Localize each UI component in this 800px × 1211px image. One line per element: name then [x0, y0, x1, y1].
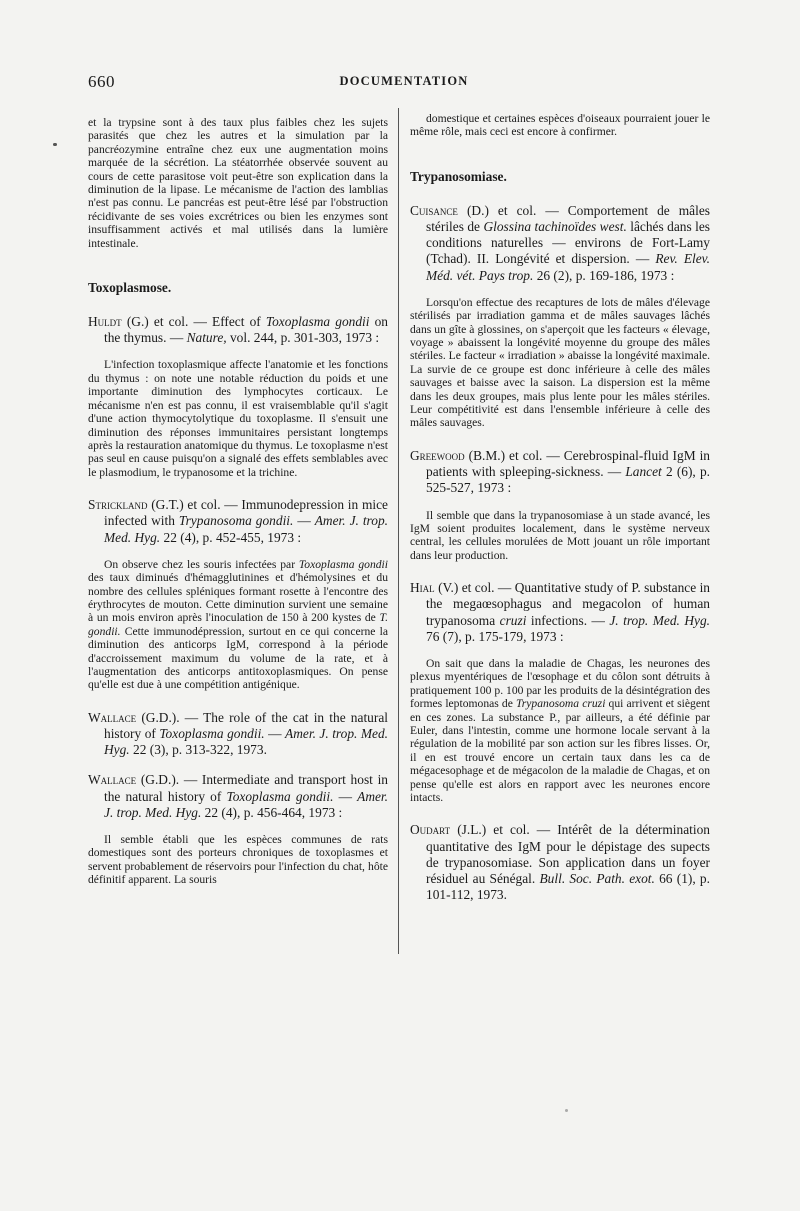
reference-author: Wallace [88, 772, 137, 788]
reference-journal: Rev. Elev. Méd. vét. Pays trop. [426, 251, 710, 283]
reference-title-cont: infections. — [526, 612, 610, 628]
reference-initials: (J.L.) [457, 822, 487, 838]
reference-volume: 76 (7), p. 175-179, 1973 : [426, 628, 564, 644]
reference-citation [88, 314, 388, 346]
summary-text: On observe chez les souris infectées par [104, 557, 299, 571]
reference-volume: 66 (1), p. 101-112, 1973. [426, 871, 710, 903]
reference-initials: (B.M.) [468, 447, 506, 463]
section-heading-trypanosomiase: Trypanosomiase. [410, 168, 507, 184]
section-heading-toxoplasmose: Toxoplasmose. [88, 280, 172, 296]
page-number: 660 [88, 72, 115, 91]
reference-journal: Amer. J. trop. Med. Hyg. [104, 513, 389, 545]
reference-initials: (G.D.). [140, 772, 180, 788]
reference-title-cont: lâchés dans les conditions naturelles — environs de Fort-Lamy (Tchad). II. Longévité et dispersion. — [426, 219, 710, 267]
reference-initials: (D.) [466, 202, 489, 218]
reference-journal: Amer. J. trop. Med. Hyg. [104, 788, 389, 820]
reference-title: et col. — Immunodepression in mice infected with [104, 497, 388, 529]
reference-initials: (V.) [438, 580, 459, 596]
summary-text: On sait que dans la maladie de Chagas, les neurones des plexus myentériques de l'œsophage et du côlon sont détruits à pratiquement 100 p. 100 par les produits de la désintégration des formes leptomonas de [410, 656, 710, 711]
reference-species: Toxoplasma gondii. [226, 788, 334, 804]
reference-author: Huldt [88, 314, 122, 330]
reference-title-cont: — [293, 513, 315, 529]
reference-journal: J. trop. Med. Hyg. [609, 612, 710, 628]
reference-title: et col. — Effect of [148, 314, 266, 330]
reference-title: et col. — Comportement de mâles stériles de [426, 202, 710, 235]
continued-paragraph: domestique et certaines espèces d'oiseaux pourraient jouer le même rôle, mais ceci est encore à confirmer. [410, 112, 710, 139]
reference-citation [410, 580, 710, 645]
reference-species: Toxoplasma gondii [265, 314, 370, 330]
page-speck [565, 1109, 568, 1112]
reference-author: Strickland [88, 497, 148, 513]
reference-citation [410, 448, 710, 497]
reference-summary: Lorsqu'on effectue des recaptures de lots de mâles d'élevage stérilisés par irradiation gamma et de mâles sauvages lâchés dans un gîte à glossines, on s'aperçoit que les facteurs « élevage, voyage » abaissent la longévité moyenne du groupe des mâles stériles. Le facteur « irradiation » abaisse la longévité maximale. La survie de ce groupe est donc inférieure à celle des mâles sauvages et baisse avec la saison. La dispersion est la même dans les deux groupes, mais plus lente pour les mâles stériles. Leur compétitivité est dans l'ensemble inférieure à celle des mâles sauvages. [410, 295, 710, 430]
continued-paragraph: et la trypsine sont à des taux plus faibles chez les sujets parasités que chez les autres et la simulation par la pancréozymine entraîne chez eux une augmentation moins marquée de la sécrétion. La stéatorrhée observée souvent au cours de cette parasitose voit peut-être son explication dans la diminution de la lipase. Le mécanisme de l'action des lamblias n'est pas connu. Le pancréas est peut-être lésé par l'obstruction récidivante de ses voies excrétrices ou bien les enzymes sont insuffisamment activés et mal utilisés dans la lumière intestinale. [88, 116, 388, 250]
reference-journal: Lancet [625, 464, 662, 480]
reference-volume: 26 (2), p. 169-186, 1973 : [533, 267, 675, 283]
reference-species: Glossina tachinoïdes west. [483, 219, 627, 235]
reference-species: Trypanosoma gondii. [178, 513, 294, 529]
reference-summary: Il semble que dans la trypanosomiase à un stade avancé, les IgM soient produites localement, dans le système nerveux central, les cellules morulées de Mott jouant un rôle important dans leur production. [410, 508, 710, 562]
column-divider [398, 108, 399, 954]
page-header [88, 72, 720, 96]
reference-title: et col. — Intérêt de la détermination quantitative des IgM pour le dépistage des supects de trypanosomiase. Son application dans un foyer résiduel au Sénégal. [426, 822, 710, 887]
reference-author: Oudart [410, 822, 451, 838]
reference-volume: vol. 244, p. 301-303, 1973 : [226, 330, 380, 346]
summary-text: Cette immunodépression, surtout en ce qui concerne la diminution des anticorps IgM, correspond à la période d'accroissement maximum du volume de la rate, et à l'augmentation des anticorps antitoxoplasmiques. On pense qu'elle est due à une compétition antigénique. [88, 624, 388, 692]
right-column [410, 108, 710, 903]
reference-author: Hial [410, 580, 435, 596]
left-column [88, 108, 388, 887]
reference-author: Cuisance [410, 202, 458, 218]
reference-journal: Amer. J. trop. Med. Hyg. [104, 726, 389, 758]
reference-summary: L'infection toxoplasmique affecte l'anatomie et les fonctions du thymus : on note une notable réduction du poids et une importante diminution des lymphocytes corticaux. Le mécanisme n'en est pas connu, il est vraisemblable qu'il s'agit d'une action thymocytolytique du toxoplasme. Il s'ensuit une diminution des réponses immunitaires persistant longtemps après la restauration anatomique du thymus. Le toxoplasme n'est pas seul en cause puisqu'on a signalé des effets semblables avec le plasmodium, le trypanosome et la trichine. [88, 358, 388, 479]
reference-title-cont: — [333, 788, 358, 804]
reference-summary [88, 558, 388, 692]
reference-title: — The role of the cat in the natural history of [104, 709, 388, 741]
reference-title: et col. — Quantitative study of P. substance in the megaœsophagus and megacolon of human trypanosoma [426, 580, 710, 628]
reference-title: — Intermediate and transport host in the natural history of [104, 772, 388, 804]
reference-volume: 2 (6), p. 525-527, 1973 : [426, 464, 710, 496]
reference-volume: 22 (4), p. 452-455, 1973 : [160, 529, 302, 545]
reference-journal: Nature, [186, 330, 227, 346]
reference-citation [88, 772, 388, 821]
reference-summary [410, 657, 710, 804]
reference-summary: Il semble établi que les espèces communes de rats domestiques sont des porteurs chroniques de toxoplasmes et servent probablement de réservoirs pour l'infection du chat, hôte définitif apparent. La souris [88, 833, 388, 887]
running-title: DOCUMENTATION [339, 74, 469, 88]
reference-volume: 22 (4), p. 456-464, 1973 : [201, 804, 343, 820]
reference-initials: (G.D.). [141, 709, 180, 725]
reference-citation [88, 497, 388, 546]
summary-species: Trypanosoma cruzi [515, 697, 606, 711]
reference-initials: (G.) [126, 314, 149, 330]
reference-citation [410, 822, 710, 903]
reference-species: Toxoplasma gondii. [159, 726, 265, 741]
summary-text: qui arrivent et siègent en ces zones. La substance P., par ailleurs, a été définie par Euler, dans l'intestin, comme une hormone locale servant à la régulation de la mobilité par son action sur les fibres lisses. Or, il en est trouvé encore un certain taux dans les ca de mégacesophage et de mégacolon de la maladie de Chagas, et on pense qu'elle est alors en rapport avec les neurones encore intacts. [410, 697, 710, 804]
reference-citation [410, 203, 710, 284]
margin-mark [53, 143, 57, 146]
reference-author: Greewood [410, 447, 465, 463]
reference-citation [88, 710, 388, 759]
reference-species: cruzi [499, 612, 527, 628]
reference-author: Wallace [88, 709, 137, 725]
reference-title-cont: — [264, 726, 286, 741]
reference-journal: Bull. Soc. Path. exot. [539, 871, 655, 887]
summary-species: Toxoplasma gondii [298, 557, 388, 571]
reference-title: et col. — Cerebrospinal-fluid IgM in patients with spleeping-sickness. — [426, 447, 710, 480]
summary-species: T. gondii. [88, 611, 388, 638]
summary-text: des taux diminués d'hémagglutinines et d'hémolysines et du nombre des cellules spléniques formant rosette à l'encontre des érythrocytes de mouton. Cette diminution survient une semaine à un mois environ après l'inoculation de 150 à 200 kystes de [88, 571, 388, 625]
reference-title-cont: on the thymus. — [104, 314, 389, 346]
reference-initials: (G.T.) [151, 497, 184, 513]
reference-volume: 22 (3), p. 313-322, 1973. [129, 742, 267, 758]
